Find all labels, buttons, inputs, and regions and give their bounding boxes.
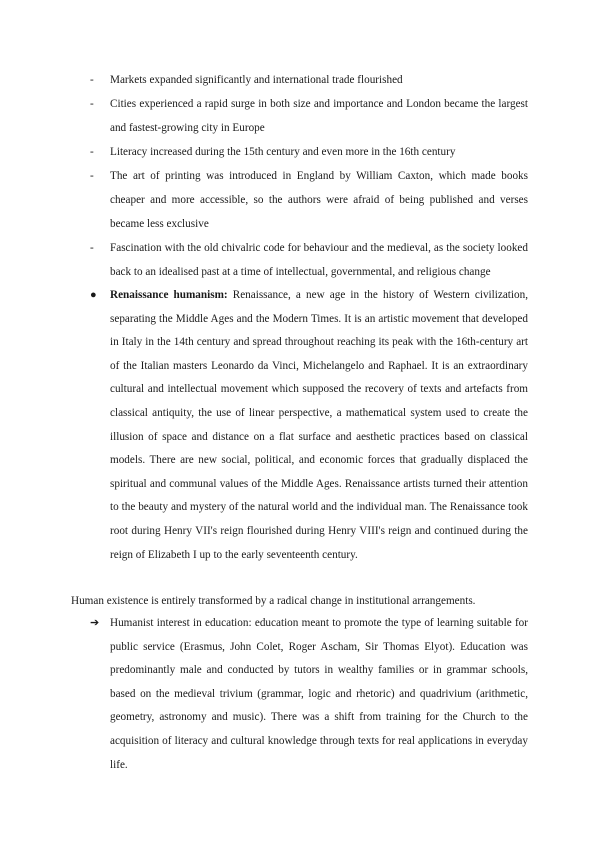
dash-marker: - — [90, 242, 94, 254]
education-text: Humanist interest in education: education meant to promote the type of learning suitable for public service (Erasmus, John Colet, Roger Ascham, Sir Thomas Elyot). Education was predominantly male and conducted by tutors in wealthy families or in grammar schools, based on the medieval trivium (grammar, logic and rhetoric) and quadrivium (arithmetic, geometry, astronomy and music). There was a shift from training for the Church to the acquisition of literacy and cultural knowledge through texts for real applications in everyday life. — [110, 617, 528, 771]
section-text: Renaissance, a new age in the history of Western civilization, separating the Middle Ages and the Modern Times. It is an artistic movement that developed in Italy in the 14th century and spread throughout reaching its peak with the 16th-century art of the Italian masters Leonardo da Vinci, Michelangelo and Raphael. It is an extraordinary cultural and intellectual movement which supposed the recovery of texts and artefacts from classical antiquity, the use of linear perspective, a mathematical system used to create the illusion of space and distance on a flat surface and aesthetic practices based on classical models. There are new social, political, and economic forces that gradually displaced the spiritual and communal values of the Middle Ages. Renaissance artists turned their attention to the beauty and mystery of the natural world and the individual man. The Renaissance took root during Henry VII's reign flourished during Henry VIII's reign and continued during the reign of Elizabeth I up to the early seventeenth century. — [110, 289, 528, 561]
renaissance-section — [90, 284, 528, 567]
list-item — [90, 140, 528, 164]
bullet-item — [90, 284, 528, 567]
list-item-text: Markets expanded significantly and international trade flourished — [110, 74, 403, 86]
section-heading: Renaissance humanism: — [110, 289, 228, 301]
dash-marker: - — [90, 98, 94, 110]
list-item-text: Literacy increased during the 15th century and even more in the 16th century — [110, 146, 456, 158]
dash-marker: - — [90, 170, 94, 182]
dash-marker: - — [90, 146, 94, 158]
education-section — [90, 612, 528, 777]
list-item — [90, 164, 528, 236]
dash-marker: - — [90, 74, 94, 86]
list-item-text: Fascination with the old chivalric code for behaviour and the medieval, as the society looked back to an idealised past at a time of intellectual, governmental, and religious change — [110, 242, 528, 278]
dash-list — [90, 68, 528, 284]
list-item-text: Cities experienced a rapid surge in both size and importance and London became the largest and fastest-growing city in Europe — [110, 98, 528, 134]
list-item-text: The art of printing was introduced in England by William Caxton, which made books cheaper and more accessible, so the authors were afraid of being published and verses became less exclusive — [110, 170, 528, 230]
list-item — [90, 68, 528, 92]
arrow-icon: ➔ — [90, 617, 100, 629]
arrow-item — [90, 612, 528, 777]
statement-paragraph: Human existence is entirely transformed by a radical change in institutional arrangements. — [71, 595, 476, 607]
list-item — [90, 236, 528, 284]
bullet-marker: ● — [90, 289, 97, 301]
list-item — [90, 92, 528, 140]
